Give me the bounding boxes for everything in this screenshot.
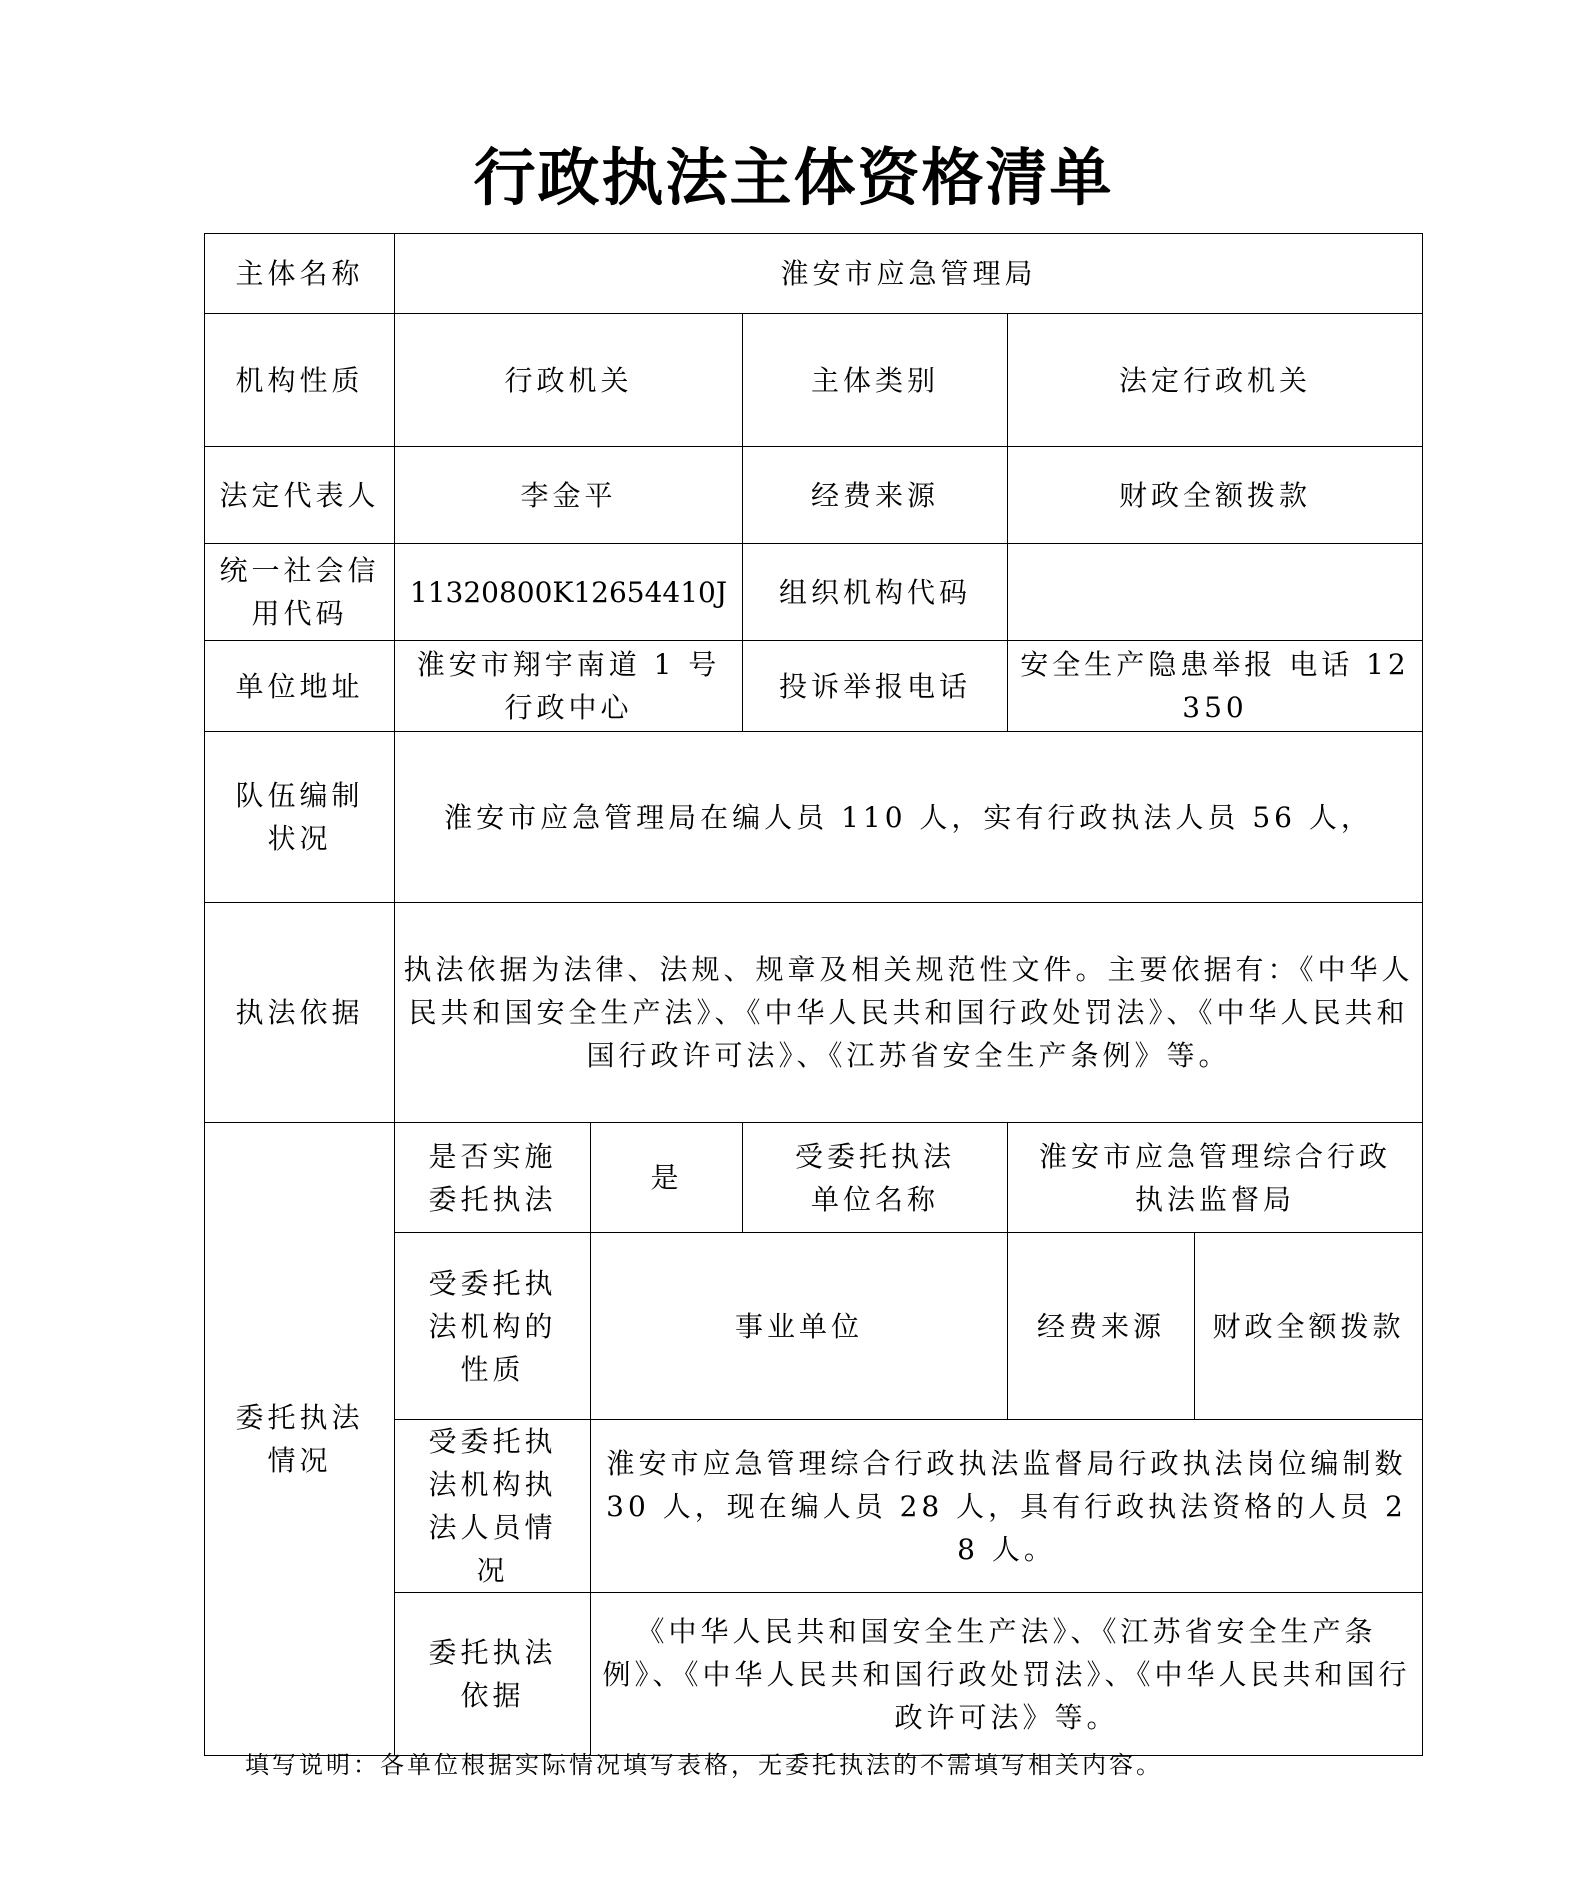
subject-category-value: 法定行政机关 — [1008, 314, 1423, 447]
funding-value: 财政全额拨款 — [1008, 447, 1423, 544]
org-code-value — [1008, 544, 1423, 641]
legal-rep-value: 李金平 — [395, 447, 743, 544]
qualification-table — [204, 233, 1423, 1756]
complaint-phone-value: 安全生产隐患举报 电话 12350 — [1008, 641, 1423, 732]
table-row — [205, 641, 1423, 732]
table-row — [205, 903, 1423, 1123]
org-nature-value: 行政机关 — [395, 314, 743, 447]
address-value: 淮安市翔宇南道 1 号行政中心 — [395, 641, 743, 732]
staffing-label: 队伍编制状况 — [205, 732, 395, 903]
table-row — [205, 447, 1423, 544]
entrusted-staff-value: 淮安市应急管理综合行政执法监督局行政执法岗位编制数 30 人，现在编人员 28 人，具有行政执法资格的人员 28 人。 — [591, 1420, 1423, 1593]
table-row — [205, 732, 1423, 903]
subject-category-label: 主体类别 — [743, 314, 1008, 447]
legal-rep-label: 法定代表人 — [205, 447, 395, 544]
entrusted-unit-label: 受委托执法单位名称 — [743, 1123, 1008, 1233]
credit-code-value: 11320800K12654410J — [395, 544, 743, 641]
address-label: 单位地址 — [205, 641, 395, 732]
entrusted-nature-value: 事业单位 — [591, 1233, 1008, 1420]
legal-basis-value: 执法依据为法律、法规、规章及相关规范性文件。主要依据有：《中华人民共和国安全生产法》、《中华人民共和国行政处罚法》、《中华人民共和国行政许可法》、《江苏省安全生产条例》等。 — [395, 903, 1423, 1123]
fill-instructions: 填写说明：各单位根据实际情况填写表格，无委托执法的不需填写相关内容。 — [245, 1751, 1163, 1779]
page-title: 行政执法主体资格清单 — [473, 141, 1114, 214]
entrusted-funding-label: 经费来源 — [1008, 1233, 1195, 1420]
funding-label: 经费来源 — [743, 447, 1008, 544]
subject-name-value: 淮安市应急管理局 — [395, 234, 1423, 314]
entrusted-funding-value: 财政全额拨款 — [1195, 1233, 1423, 1420]
entrusted-staff-label: 受委托执法机构执法人员情况 — [395, 1420, 591, 1593]
entrusted-unit-value: 淮安市应急管理综合行政执法监督局 — [1008, 1123, 1423, 1233]
entrust-implemented-label: 是否实施委托执法 — [395, 1123, 591, 1233]
org-code-label: 组织机构代码 — [743, 544, 1008, 641]
org-nature-label: 机构性质 — [205, 314, 395, 447]
complaint-phone-label: 投诉举报电话 — [743, 641, 1008, 732]
credit-code-label: 统一社会信用代码 — [205, 544, 395, 641]
entrust-basis-value: 《中华人民共和国安全生产法》、《江苏省安全生产条例》、《中华人民共和国行政处罚法》、《中华人民共和国行政许可法》等。 — [591, 1593, 1423, 1756]
table-row — [205, 544, 1423, 641]
entrust-basis-label: 委托执法依据 — [395, 1593, 591, 1756]
subject-name-label: 主体名称 — [205, 234, 395, 314]
entrust-label: 委托执法情况 — [205, 1123, 395, 1756]
entrusted-nature-label: 受委托执法机构的性质 — [395, 1233, 591, 1420]
legal-basis-label: 执法依据 — [205, 903, 395, 1123]
table-row — [205, 314, 1423, 447]
staffing-value: 淮安市应急管理局在编人员 110 人，实有行政执法人员 56 人， — [395, 732, 1423, 903]
table-row — [205, 234, 1423, 314]
entrust-implemented-value: 是 — [591, 1123, 743, 1233]
table-row — [205, 1123, 1423, 1233]
